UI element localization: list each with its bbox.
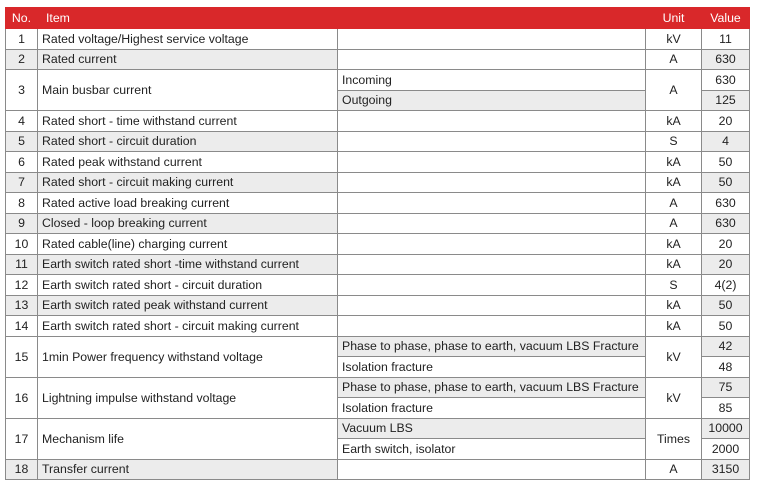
- row-value: 50: [702, 295, 750, 316]
- row-no: 4: [6, 111, 38, 132]
- row-no: 11: [6, 254, 38, 275]
- row-item: Rated peak withstand current: [38, 152, 338, 173]
- row-item: Earth switch rated peak withstand current: [38, 295, 338, 316]
- table-row: [6, 152, 750, 173]
- row-sub-label: Outgoing: [338, 90, 646, 111]
- row-unit: kA: [646, 254, 702, 275]
- row-unit: A: [646, 70, 702, 111]
- row-item: Rated short - circuit duration: [38, 131, 338, 152]
- header-value: Value: [702, 8, 750, 29]
- row-value: 42: [702, 336, 750, 357]
- row-value: 630: [702, 213, 750, 234]
- row-item: Earth switch rated short -time withstand current: [38, 254, 338, 275]
- table-row: [6, 295, 750, 316]
- row-no: 14: [6, 316, 38, 337]
- row-no: 16: [6, 377, 38, 418]
- row-sub-empty: [338, 111, 646, 132]
- table-row: [6, 29, 750, 50]
- row-unit: kV: [646, 29, 702, 50]
- row-unit: S: [646, 131, 702, 152]
- table-row: [6, 254, 750, 275]
- row-sub-empty: [338, 213, 646, 234]
- table-row: [6, 316, 750, 337]
- table-row: [6, 49, 750, 70]
- row-item: Main busbar current: [38, 70, 338, 111]
- row-no: 6: [6, 152, 38, 173]
- row-sub-label: Vacuum LBS: [338, 418, 646, 439]
- row-no: 18: [6, 459, 38, 480]
- table-row: [6, 193, 750, 214]
- row-item: Transfer current: [38, 459, 338, 480]
- header-unit: Unit: [646, 8, 702, 29]
- row-unit: kA: [646, 152, 702, 173]
- row-sub-label: Isolation fracture: [338, 398, 646, 419]
- row-no: 7: [6, 172, 38, 193]
- row-unit: kA: [646, 234, 702, 255]
- row-item: Closed - loop breaking current: [38, 213, 338, 234]
- row-value: 20: [702, 254, 750, 275]
- row-value: 3150: [702, 459, 750, 480]
- row-item: 1min Power frequency withstand voltage: [38, 336, 338, 377]
- header-no: No.: [6, 8, 38, 29]
- row-unit: Times: [646, 418, 702, 459]
- table-row: [6, 111, 750, 132]
- row-unit: kA: [646, 111, 702, 132]
- row-sub-empty: [338, 275, 646, 296]
- row-no: 17: [6, 418, 38, 459]
- row-value: 630: [702, 49, 750, 70]
- row-value: 2000: [702, 439, 750, 460]
- row-value: 50: [702, 172, 750, 193]
- row-unit: kV: [646, 336, 702, 377]
- row-value: 20: [702, 234, 750, 255]
- row-unit: kA: [646, 172, 702, 193]
- row-no: 2: [6, 49, 38, 70]
- table-row: [6, 377, 750, 398]
- row-no: 15: [6, 336, 38, 377]
- row-item: Rated short - time withstand current: [38, 111, 338, 132]
- row-value: 11: [702, 29, 750, 50]
- table-row: [6, 172, 750, 193]
- row-unit: A: [646, 193, 702, 214]
- row-value: 630: [702, 70, 750, 91]
- row-value: 10000: [702, 418, 750, 439]
- row-value: 4: [702, 131, 750, 152]
- row-item: Rated cable(line) charging current: [38, 234, 338, 255]
- table-row: [6, 70, 750, 91]
- table-row: [6, 131, 750, 152]
- row-item: Rated voltage/Highest service voltage: [38, 29, 338, 50]
- row-value: 125: [702, 90, 750, 111]
- row-sub-empty: [338, 172, 646, 193]
- row-no: 9: [6, 213, 38, 234]
- row-sub-empty: [338, 131, 646, 152]
- row-sub-empty: [338, 29, 646, 50]
- row-item: Rated current: [38, 49, 338, 70]
- row-sub-empty: [338, 234, 646, 255]
- row-value: 50: [702, 152, 750, 173]
- row-no: 1: [6, 29, 38, 50]
- row-no: 5: [6, 131, 38, 152]
- table-header-row: [6, 8, 750, 29]
- row-no: 3: [6, 70, 38, 111]
- spec-table-container: [5, 7, 750, 480]
- row-unit: kV: [646, 377, 702, 418]
- row-value: 85: [702, 398, 750, 419]
- row-sub-empty: [338, 459, 646, 480]
- table-row: [6, 459, 750, 480]
- table-row: [6, 275, 750, 296]
- row-item: Earth switch rated short - circuit duration: [38, 275, 338, 296]
- row-sub-label: Earth switch, isolator: [338, 439, 646, 460]
- row-sub-empty: [338, 49, 646, 70]
- spec-table: [5, 7, 750, 480]
- row-item: Earth switch rated short - circuit making current: [38, 316, 338, 337]
- row-item: Rated active load breaking current: [38, 193, 338, 214]
- row-no: 8: [6, 193, 38, 214]
- table-row: [6, 234, 750, 255]
- row-item: Lightning impulse withstand voltage: [38, 377, 338, 418]
- row-value: 4(2): [702, 275, 750, 296]
- row-sub-empty: [338, 295, 646, 316]
- row-unit: kA: [646, 295, 702, 316]
- row-item: Mechanism life: [38, 418, 338, 459]
- row-unit: A: [646, 213, 702, 234]
- row-item: Rated short - circuit making current: [38, 172, 338, 193]
- table-row: [6, 418, 750, 439]
- row-sub-empty: [338, 316, 646, 337]
- row-sub-label: Phase to phase, phase to earth, vacuum LBS Fracture: [338, 336, 646, 357]
- row-sub-empty: [338, 152, 646, 173]
- row-value: 630: [702, 193, 750, 214]
- row-no: 10: [6, 234, 38, 255]
- row-unit: S: [646, 275, 702, 296]
- table-row: [6, 336, 750, 357]
- row-value: 50: [702, 316, 750, 337]
- row-unit: A: [646, 459, 702, 480]
- row-unit: kA: [646, 316, 702, 337]
- row-value: 20: [702, 111, 750, 132]
- row-unit: A: [646, 49, 702, 70]
- row-value: 75: [702, 377, 750, 398]
- row-value: 48: [702, 357, 750, 378]
- header-item: Item: [38, 8, 646, 29]
- table-row: [6, 213, 750, 234]
- row-no: 13: [6, 295, 38, 316]
- row-sub-label: Incoming: [338, 70, 646, 91]
- row-sub-label: Isolation fracture: [338, 357, 646, 378]
- row-sub-empty: [338, 254, 646, 275]
- row-sub-empty: [338, 193, 646, 214]
- row-no: 12: [6, 275, 38, 296]
- row-sub-label: Phase to phase, phase to earth, vacuum LBS Fracture: [338, 377, 646, 398]
